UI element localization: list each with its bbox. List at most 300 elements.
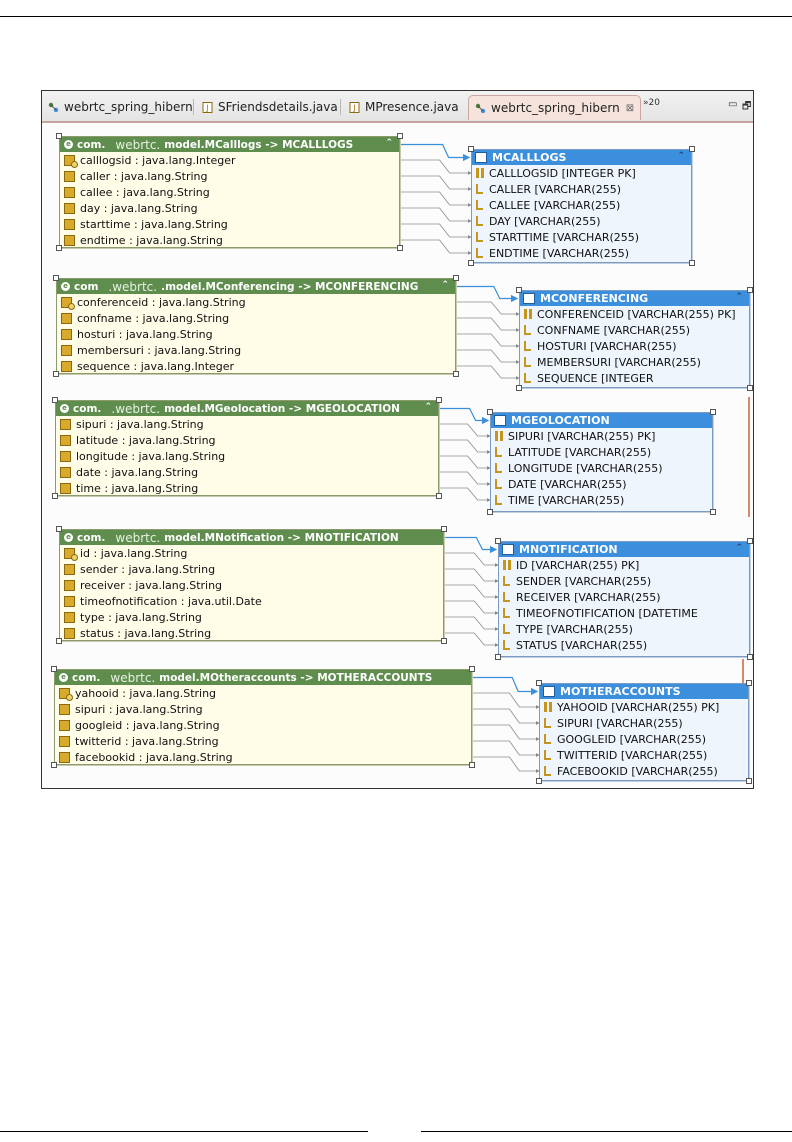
table-title: MOTHERACCOUNTS: [560, 685, 681, 698]
field-connector: [439, 440, 490, 452]
resize-handle[interactable]: [51, 762, 57, 768]
resize-handle[interactable]: [487, 409, 493, 415]
resize-handle[interactable]: [747, 287, 753, 293]
table-column[interactable]: [499, 589, 749, 605]
table-icon: [494, 415, 506, 426]
resize-handle[interactable]: [689, 146, 695, 152]
resize-handle[interactable]: [536, 778, 542, 784]
field-connector: [439, 472, 490, 484]
entity-field[interactable]: [56, 448, 438, 464]
field-connector: [400, 208, 471, 221]
resize-handle[interactable]: [747, 538, 753, 544]
column-label: FACEBOOKID [VARCHAR(255): [557, 764, 718, 778]
column-icon: [476, 248, 483, 258]
column-icon: [544, 766, 551, 776]
table-column[interactable]: [520, 370, 749, 386]
table-column[interactable]: [491, 428, 712, 444]
resize-handle[interactable]: [397, 133, 403, 139]
entity-package: com: [74, 280, 99, 293]
table-column[interactable]: [472, 213, 691, 229]
resize-handle[interactable]: [516, 385, 522, 391]
entity-header: [56, 401, 438, 416]
entity-class-icon: e: [60, 404, 69, 413]
resize-handle[interactable]: [56, 245, 62, 251]
field-label: facebookid : java.lang.String: [75, 750, 233, 764]
column-label: TIME [VARCHAR(255): [508, 493, 625, 507]
field-label: sipuri : java.lang.String: [76, 417, 204, 431]
entity-field[interactable]: [56, 416, 438, 432]
field-label: starttime : java.lang.String: [80, 217, 228, 231]
entity-package-mid: webrtc.: [115, 137, 161, 152]
field-connector: [444, 553, 498, 565]
svg-text:J: J: [353, 103, 356, 112]
table-motheraccounts[interactable]: [539, 683, 749, 781]
field-label: conferenceid : java.lang.String: [77, 295, 246, 309]
table-column[interactable]: [472, 181, 691, 197]
resize-handle[interactable]: [469, 666, 475, 672]
resize-handle[interactable]: [52, 493, 58, 499]
field-label: timeofnotification : java.util.Date: [80, 594, 262, 608]
field-label: googleid : java.lang.String: [75, 718, 220, 732]
column-icon: [495, 447, 502, 457]
entity-field[interactable]: [60, 216, 399, 232]
table-column[interactable]: [520, 306, 749, 322]
entity-field[interactable]: [57, 358, 455, 374]
field-icon: [64, 219, 75, 230]
field-connector: [439, 488, 490, 500]
resize-handle[interactable]: [453, 275, 459, 281]
tab-label: webrtc_spring_hibern: [491, 101, 620, 115]
entity-field[interactable]: [57, 310, 455, 326]
field-icon: [59, 736, 70, 747]
column-icon: [476, 184, 483, 194]
resize-handle[interactable]: [397, 245, 403, 251]
resize-handle[interactable]: [53, 371, 59, 377]
resize-handle[interactable]: [536, 680, 542, 686]
column-label: GOOGLEID [VARCHAR(255): [557, 732, 707, 746]
column-icon: [524, 341, 531, 351]
tab-overflow-button[interactable]: »20: [643, 98, 660, 108]
collapse-icon[interactable]: ⌃: [735, 292, 743, 302]
field-icon: [59, 752, 70, 763]
column-icon: [495, 495, 502, 505]
selection-edge: [748, 397, 750, 517]
column-icon: [544, 734, 551, 744]
resize-handle[interactable]: [436, 493, 442, 499]
table-icon: [475, 152, 487, 163]
entity-field[interactable]: [60, 152, 399, 168]
field-icon: [64, 628, 75, 639]
table-column[interactable]: [540, 715, 748, 731]
collapse-icon[interactable]: ⌃: [735, 543, 743, 553]
column-icon: [503, 592, 510, 602]
resize-handle[interactable]: [56, 638, 62, 644]
resize-handle[interactable]: [746, 778, 752, 784]
table-column[interactable]: [499, 573, 749, 589]
column-label: CALLLOGSID [INTEGER PK]: [489, 166, 636, 180]
resize-handle[interactable]: [51, 666, 57, 672]
field-label: endtime : java.lang.String: [80, 233, 223, 247]
tab-label: SFriendsdetails.java: [218, 100, 338, 114]
resize-handle[interactable]: [56, 526, 62, 532]
resize-handle[interactable]: [441, 526, 447, 532]
field-label: caller : java.lang.String: [80, 169, 208, 183]
table-header: [540, 684, 748, 699]
field-icon: [60, 419, 71, 430]
resize-handle[interactable]: [52, 397, 58, 403]
field-connector: [400, 160, 471, 173]
minimize-icon[interactable]: ▭: [728, 99, 738, 110]
column-label: STARTTIME [VARCHAR(255): [489, 230, 640, 244]
column-label: DATE [VARCHAR(255): [508, 477, 627, 491]
diagram-icon: [475, 103, 486, 114]
entity-package: com.: [77, 531, 106, 544]
entity-field[interactable]: [55, 685, 471, 701]
entity-field[interactable]: [60, 625, 443, 641]
field-connector: [400, 224, 471, 237]
field-label: time : java.lang.String: [76, 481, 199, 495]
column-label: TWITTERID [VARCHAR(255): [557, 748, 708, 762]
mapping-connector: [444, 538, 496, 550]
entity-package-mid: .webrtc.: [111, 401, 161, 416]
field-connector: [472, 725, 539, 739]
field-connector: [444, 633, 498, 645]
tab-mpresence[interactable]: [349, 95, 459, 119]
tab-sfriendsdetails[interactable]: [202, 95, 338, 119]
collapse-icon[interactable]: ⌃: [424, 402, 432, 412]
table-column[interactable]: [540, 699, 748, 715]
entity-motheraccounts[interactable]: [54, 669, 472, 765]
field-icon: [64, 171, 75, 182]
mapping-connector: [456, 287, 517, 299]
table-column[interactable]: [520, 322, 749, 338]
entity-field[interactable]: [56, 432, 438, 448]
collapse-icon[interactable]: ⌃: [441, 280, 449, 290]
table-title: MCONFERENCING: [540, 292, 649, 305]
page-bottom-rule-right: [421, 1131, 792, 1132]
field-label: receiver : java.lang.String: [80, 578, 223, 592]
field-connector: [472, 709, 539, 723]
entity-mgeolocation[interactable]: [55, 400, 439, 496]
resize-handle[interactable]: [710, 509, 716, 515]
column-icon: [476, 200, 483, 210]
column-icon: [544, 750, 551, 760]
field-icon: [64, 580, 75, 591]
column-label: CONFERENCEID [VARCHAR(255) PK]: [537, 307, 736, 321]
column-label: SIPURI [VARCHAR(255) PK]: [508, 429, 656, 443]
column-icon: [476, 232, 483, 242]
diagram-canvas: [42, 123, 753, 788]
field-label: confname : java.lang.String: [77, 311, 230, 325]
table-column[interactable]: [499, 557, 749, 573]
entity-field[interactable]: [57, 326, 455, 342]
entity-title: model.MNotification -> MNOTIFICATION: [164, 531, 399, 544]
entity-header: [60, 530, 443, 545]
field-connector: [472, 757, 539, 771]
entity-package-mid: webrtc.: [110, 670, 156, 685]
entity-package: com.: [73, 402, 102, 415]
primary-key-icon: [495, 431, 504, 441]
field-icon: [64, 596, 75, 607]
entity-field[interactable]: [57, 294, 455, 310]
collapse-icon[interactable]: ⌃: [677, 151, 685, 161]
entity-field[interactable]: [55, 733, 471, 749]
entity-header: [55, 670, 471, 685]
table-column[interactable]: [499, 621, 749, 637]
table-mnotification[interactable]: [498, 541, 750, 657]
column-icon: [503, 624, 510, 634]
field-label: twitterid : java.lang.String: [75, 734, 219, 748]
resize-handle[interactable]: [487, 509, 493, 515]
java-file-icon: [202, 102, 213, 113]
column-label: CALLEE [VARCHAR(255): [489, 198, 621, 212]
entity-field[interactable]: [60, 200, 399, 216]
column-label: SIPURI [VARCHAR(255): [557, 716, 683, 730]
table-mcalllogs[interactable]: [471, 149, 692, 263]
column-label: HOSTURI [VARCHAR(255): [537, 339, 677, 353]
table-title: MGEOLOCATION: [511, 414, 610, 427]
resize-handle[interactable]: [468, 146, 474, 152]
primary-key-icon: [544, 702, 553, 712]
selection-edge: [742, 659, 744, 683]
column-label: TYPE [VARCHAR(255): [516, 622, 633, 636]
field-label: status : java.lang.String: [80, 626, 212, 640]
field-connector: [472, 741, 539, 755]
resize-handle[interactable]: [441, 638, 447, 644]
resize-handle[interactable]: [53, 275, 59, 281]
table-column[interactable]: [499, 637, 749, 653]
close-icon[interactable]: ⊠: [625, 102, 635, 114]
entity-title: model.MGeolocation -> MGEOLOCATION: [164, 402, 400, 415]
column-icon: [524, 373, 531, 383]
field-icon: [64, 203, 75, 214]
table-column[interactable]: [520, 354, 749, 370]
table-column[interactable]: [472, 197, 691, 213]
resize-handle[interactable]: [495, 654, 501, 660]
field-icon: [60, 483, 71, 494]
entity-package-mid: webrtc.: [115, 530, 161, 545]
table-column[interactable]: [491, 492, 712, 508]
entity-class-icon: e: [64, 140, 73, 149]
field-label: hosturi : java.lang.String: [77, 327, 213, 341]
table-column[interactable]: [472, 245, 691, 261]
entity-field[interactable]: [57, 342, 455, 358]
table-column[interactable]: [491, 444, 712, 460]
entity-header: [57, 279, 455, 294]
resize-handle[interactable]: [453, 371, 459, 377]
editor-tab-bar: [42, 91, 753, 123]
field-icon: [61, 345, 72, 356]
column-label: DAY [VARCHAR(255): [489, 214, 601, 228]
table-column[interactable]: [472, 165, 691, 181]
table-icon: [523, 293, 535, 304]
column-label: MEMBERSURI [VARCHAR(255): [537, 355, 701, 369]
collapse-icon[interactable]: ⌃: [385, 138, 393, 148]
field-icon: [60, 467, 71, 478]
diagram-icon: [48, 102, 59, 113]
table-column[interactable]: [472, 229, 691, 245]
table-header: [499, 542, 749, 557]
resize-handle[interactable]: [56, 133, 62, 139]
mapping-connector: [439, 409, 488, 421]
field-connector: [400, 240, 471, 253]
field-label: membersuri : java.lang.String: [77, 343, 242, 357]
table-column[interactable]: [540, 763, 748, 779]
mapping-connector: [472, 678, 537, 692]
diagram-editor-window: [41, 90, 754, 789]
field-label: date : java.lang.String: [76, 465, 199, 479]
field-connector: [472, 693, 539, 707]
table-column[interactable]: [491, 460, 712, 476]
table-column[interactable]: [520, 338, 749, 354]
table-column[interactable]: [499, 605, 749, 621]
resize-handle[interactable]: [746, 680, 752, 686]
table-column[interactable]: [540, 747, 748, 763]
page-top-rule: [0, 16, 792, 17]
field-connector: [444, 617, 498, 629]
primary-key-icon: [503, 560, 512, 570]
entity-title: model.MCalllogs -> MCALLLOGS: [164, 138, 354, 151]
field-icon: [59, 720, 70, 731]
table-icon: [543, 686, 555, 697]
field-label: latitude : java.lang.String: [76, 433, 216, 447]
column-label: STATUS [VARCHAR(255): [516, 638, 648, 652]
field-label: yahooid : java.lang.String: [75, 686, 217, 700]
table-header: [491, 413, 712, 428]
column-icon: [476, 216, 483, 226]
entity-package-mid: .webrtc.: [108, 279, 158, 294]
entity-field[interactable]: [56, 480, 438, 496]
entity-field[interactable]: [56, 464, 438, 480]
field-label: sequence : java.lang.Integer: [77, 359, 235, 373]
entity-class-icon: e: [59, 673, 68, 682]
entity-field[interactable]: [55, 701, 471, 717]
table-mconferencing[interactable]: [519, 290, 750, 388]
table-mgeolocation[interactable]: [490, 412, 713, 512]
field-connector: [456, 302, 519, 314]
column-label: SEQUENCE [INTEGER: [537, 371, 654, 385]
field-connector: [439, 456, 490, 468]
column-label: SENDER [VARCHAR(255): [516, 574, 652, 588]
maximize-icon[interactable]: 🗗: [742, 101, 752, 112]
entity-field[interactable]: [60, 232, 399, 248]
resize-handle[interactable]: [747, 385, 753, 391]
field-connector: [439, 424, 490, 436]
field-connector: [456, 366, 519, 378]
entity-field[interactable]: [60, 561, 443, 577]
table-header: [472, 150, 691, 165]
column-icon: [495, 463, 502, 473]
table-column[interactable]: [491, 476, 712, 492]
entity-class-icon: e: [64, 533, 73, 542]
resize-handle[interactable]: [689, 260, 695, 266]
field-label: type : java.lang.String: [80, 610, 202, 624]
resize-handle[interactable]: [469, 762, 475, 768]
column-icon: [503, 608, 510, 618]
column-icon: [503, 576, 510, 586]
resize-handle[interactable]: [495, 538, 501, 544]
entity-mconferencing[interactable]: [56, 278, 456, 374]
column-label: ID [VARCHAR(255) PK]: [516, 558, 640, 572]
column-label: CONFNAME [VARCHAR(255): [537, 323, 691, 337]
column-icon: [495, 479, 502, 489]
column-icon: [524, 325, 531, 335]
column-label: TIMEOFNOTIFICATION [DATETIME: [516, 606, 698, 620]
primary-key-field-icon: [59, 688, 70, 699]
entity-field[interactable]: [55, 717, 471, 733]
entity-package: com.: [77, 138, 106, 151]
entity-field[interactable]: [60, 545, 443, 561]
table-header: [520, 291, 749, 306]
table-title: MCALLLOGS: [492, 151, 567, 164]
field-connector: [400, 192, 471, 205]
entity-field[interactable]: [60, 577, 443, 593]
field-icon: [64, 564, 75, 575]
svg-text:J: J: [206, 103, 209, 112]
tab-separator: [193, 99, 194, 115]
field-icon: [64, 235, 75, 246]
tab-label: MPresence.java: [365, 100, 459, 114]
field-icon: [61, 313, 72, 324]
column-label: LATITUDE [VARCHAR(255): [508, 445, 652, 459]
entity-class-icon: e: [61, 282, 70, 291]
column-icon: [503, 640, 510, 650]
resize-handle[interactable]: [468, 260, 474, 266]
java-file-icon: [349, 102, 360, 113]
entity-title: .model.MConferencing -> MCONFERENCING: [161, 280, 419, 293]
entity-title: model.MOtheraccounts -> MOTHERACCOUNTS: [159, 671, 433, 684]
entity-mnotification[interactable]: [59, 529, 444, 641]
tab-separator: [340, 99, 341, 115]
resize-handle[interactable]: [747, 654, 753, 660]
table-title: MNOTIFICATION: [519, 543, 618, 556]
entity-field[interactable]: [60, 609, 443, 625]
entity-field[interactable]: [55, 749, 471, 765]
field-connector: [444, 601, 498, 613]
entity-field[interactable]: [60, 184, 399, 200]
column-icon: [524, 357, 531, 367]
primary-key-field-icon: [64, 548, 75, 559]
resize-handle[interactable]: [436, 397, 442, 403]
entity-mcalllogs[interactable]: [59, 136, 400, 248]
field-icon: [64, 187, 75, 198]
tab-diagram-active[interactable]: [468, 95, 641, 120]
table-icon: [502, 544, 514, 555]
entity-package: com.: [72, 671, 101, 684]
entity-field[interactable]: [60, 593, 443, 609]
column-icon: [544, 718, 551, 728]
primary-key-icon: [476, 168, 485, 178]
field-icon: [61, 329, 72, 340]
field-label: id : java.lang.String: [80, 546, 188, 560]
field-label: sipuri : java.lang.String: [75, 702, 203, 716]
tab-diagram-1[interactable]: [48, 95, 193, 119]
field-icon: [64, 612, 75, 623]
table-column[interactable]: [540, 731, 748, 747]
field-connector: [456, 334, 519, 346]
column-label: ENDTIME [VARCHAR(255): [489, 246, 629, 260]
field-label: callee : java.lang.String: [80, 185, 210, 199]
field-connector: [444, 569, 498, 581]
field-connector: [444, 585, 498, 597]
entity-field[interactable]: [60, 168, 399, 184]
field-label: sender : java.lang.String: [80, 562, 216, 576]
field-icon: [61, 361, 72, 372]
field-icon: [60, 451, 71, 462]
column-label: YAHOOID [VARCHAR(255) PK]: [557, 700, 720, 714]
resize-handle[interactable]: [516, 287, 522, 293]
resize-handle[interactable]: [710, 409, 716, 415]
